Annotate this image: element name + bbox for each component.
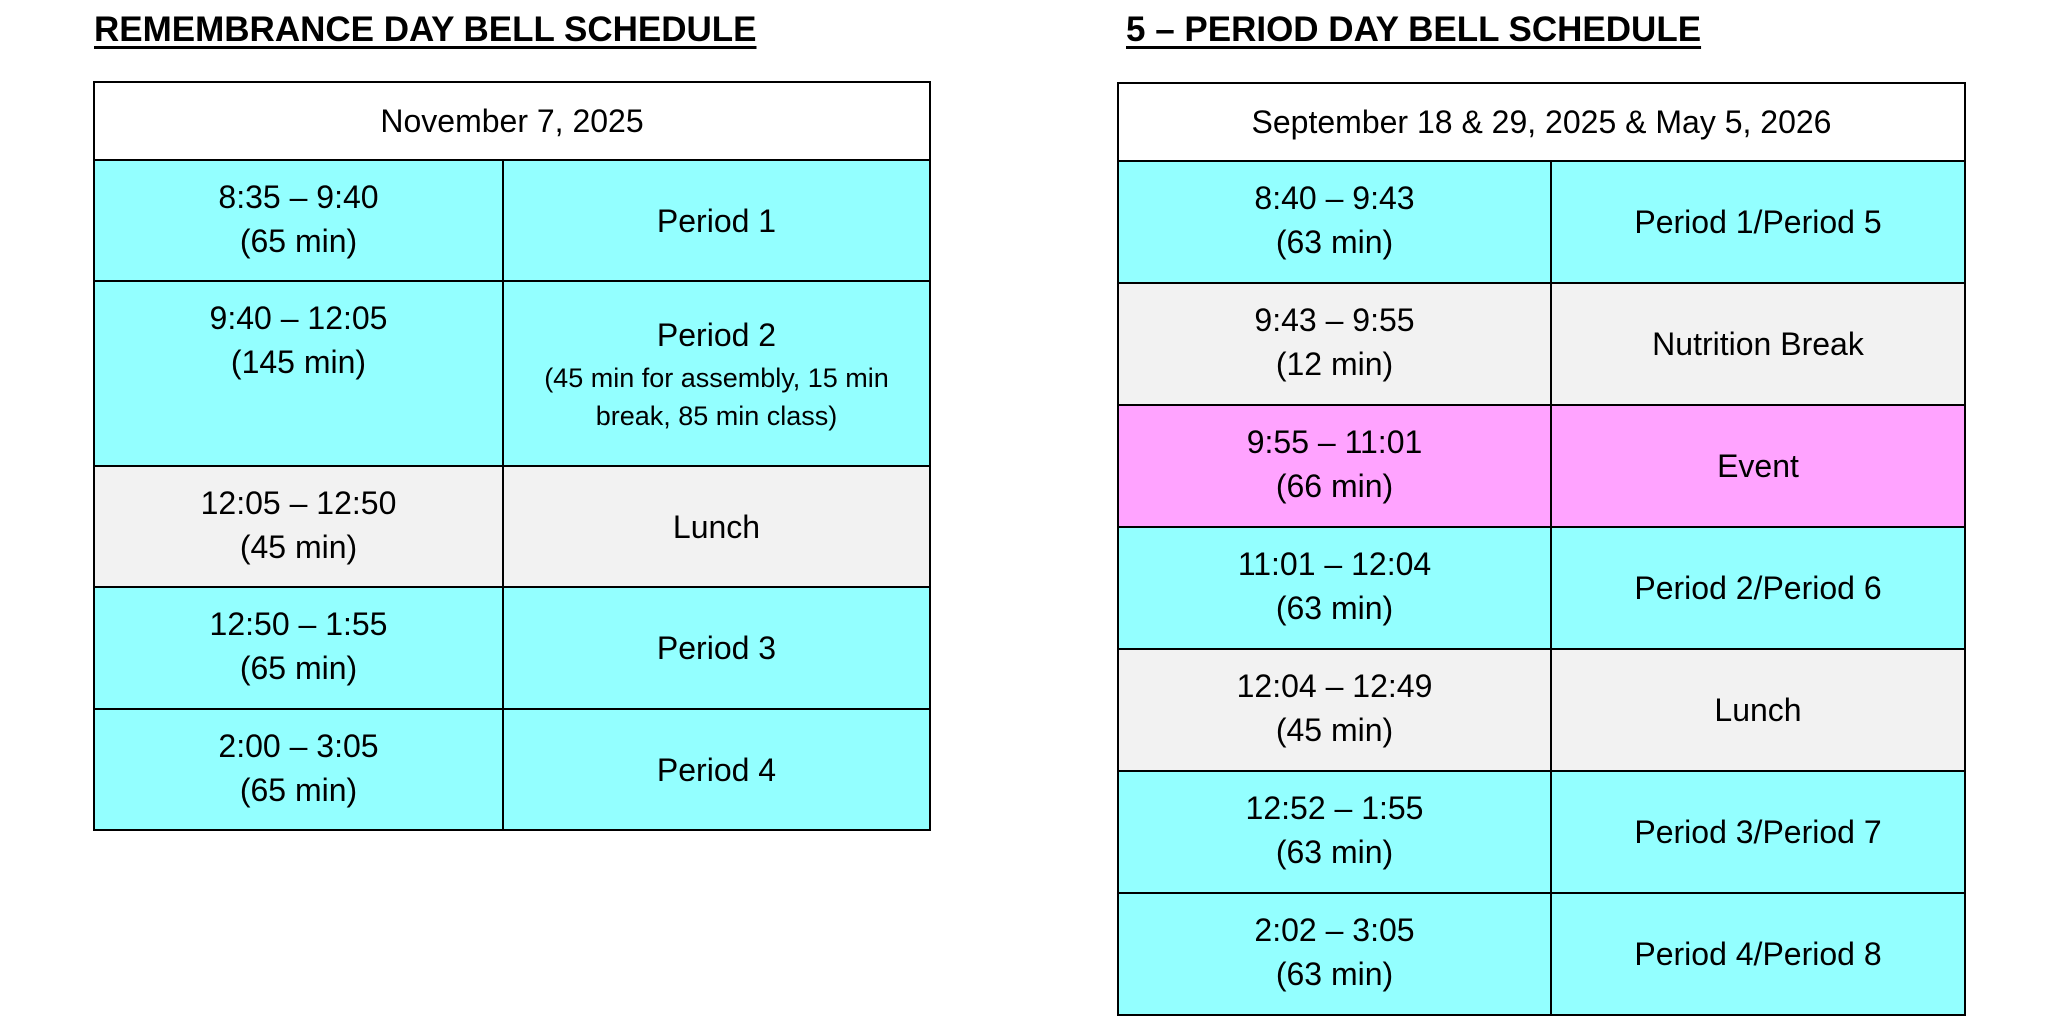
period-label: Lunch <box>1551 649 1965 771</box>
time-range: 2:02 – 3:05 <box>1254 912 1415 948</box>
period-label: Period 2/Period 6 <box>1551 527 1965 649</box>
time-range: 12:50 – 1:55 <box>209 606 388 642</box>
duration: (63 min) <box>1275 224 1394 260</box>
time-range: 8:35 – 9:40 <box>218 179 379 215</box>
time-slot <box>1118 405 1551 527</box>
duration: (145 min) <box>230 344 367 380</box>
table-row <box>94 709 930 830</box>
period-label: Period 3 <box>503 587 930 709</box>
five-period-schedule-table <box>1117 82 1966 1016</box>
period-label: Lunch <box>503 466 930 587</box>
duration: (45 min) <box>239 529 358 565</box>
table-row <box>1118 283 1965 405</box>
table-row <box>94 466 930 587</box>
period-note: (45 min for assembly, 15 min break, 85 min class) <box>544 362 889 431</box>
period-label: Period 1 <box>503 160 930 281</box>
time-slot <box>1118 771 1551 893</box>
time-slot <box>1118 161 1551 283</box>
table-row <box>1118 161 1965 283</box>
schedule-date: September 18 & 29, 2025 & May 5, 2026 <box>1118 83 1965 161</box>
table-row <box>94 587 930 709</box>
time-range: 2:00 – 3:05 <box>218 728 379 764</box>
table-header-row <box>94 82 930 160</box>
period-label: Period 2 <box>656 316 777 353</box>
duration: (63 min) <box>1275 956 1394 992</box>
time-slot <box>1118 649 1551 771</box>
duration: (66 min) <box>1275 468 1394 504</box>
table-row <box>1118 649 1965 771</box>
period-label: Period 1/Period 5 <box>1551 161 1965 283</box>
time-slot <box>94 281 503 466</box>
table-row <box>94 160 930 281</box>
time-slot <box>94 466 503 587</box>
table-row <box>94 281 930 466</box>
time-slot <box>94 709 503 830</box>
remembrance-day-schedule-table <box>93 81 931 831</box>
time-range: 8:40 – 9:43 <box>1254 180 1415 216</box>
table-row <box>1118 527 1965 649</box>
duration: (65 min) <box>239 772 358 808</box>
duration: (65 min) <box>239 650 358 686</box>
duration: (65 min) <box>239 223 358 259</box>
time-slot <box>1118 283 1551 405</box>
table-row <box>1118 771 1965 893</box>
time-range: 12:05 – 12:50 <box>200 485 397 521</box>
schedule-date: November 7, 2025 <box>94 82 930 160</box>
time-range: 9:43 – 9:55 <box>1254 302 1415 338</box>
duration: (12 min) <box>1275 346 1394 382</box>
period-label: Nutrition Break <box>1551 283 1965 405</box>
time-slot <box>94 160 503 281</box>
remembrance-day-schedule-title: REMEMBRANCE DAY BELL SCHEDULE <box>94 10 757 49</box>
time-range: 9:40 – 12:05 <box>209 300 388 336</box>
duration: (63 min) <box>1275 834 1394 870</box>
time-range: 11:01 – 12:04 <box>1237 546 1432 582</box>
table-row <box>1118 405 1965 527</box>
period-label: Period 4/Period 8 <box>1551 893 1965 1015</box>
time-range: 9:55 – 11:01 <box>1246 424 1423 460</box>
time-range: 12:52 – 1:55 <box>1245 790 1424 826</box>
period-cell <box>503 281 930 466</box>
time-range: 12:04 – 12:49 <box>1236 668 1433 704</box>
time-slot <box>1118 527 1551 649</box>
duration: (45 min) <box>1275 712 1394 748</box>
time-slot <box>1118 893 1551 1015</box>
table-header-row <box>1118 83 1965 161</box>
duration: (63 min) <box>1275 590 1394 626</box>
period-label: Period 4 <box>503 709 930 830</box>
period-label: Event <box>1551 405 1965 527</box>
five-period-schedule-title: 5 – PERIOD DAY BELL SCHEDULE <box>1126 10 1702 49</box>
time-slot <box>94 587 503 709</box>
table-row <box>1118 893 1965 1015</box>
period-label: Period 3/Period 7 <box>1551 771 1965 893</box>
